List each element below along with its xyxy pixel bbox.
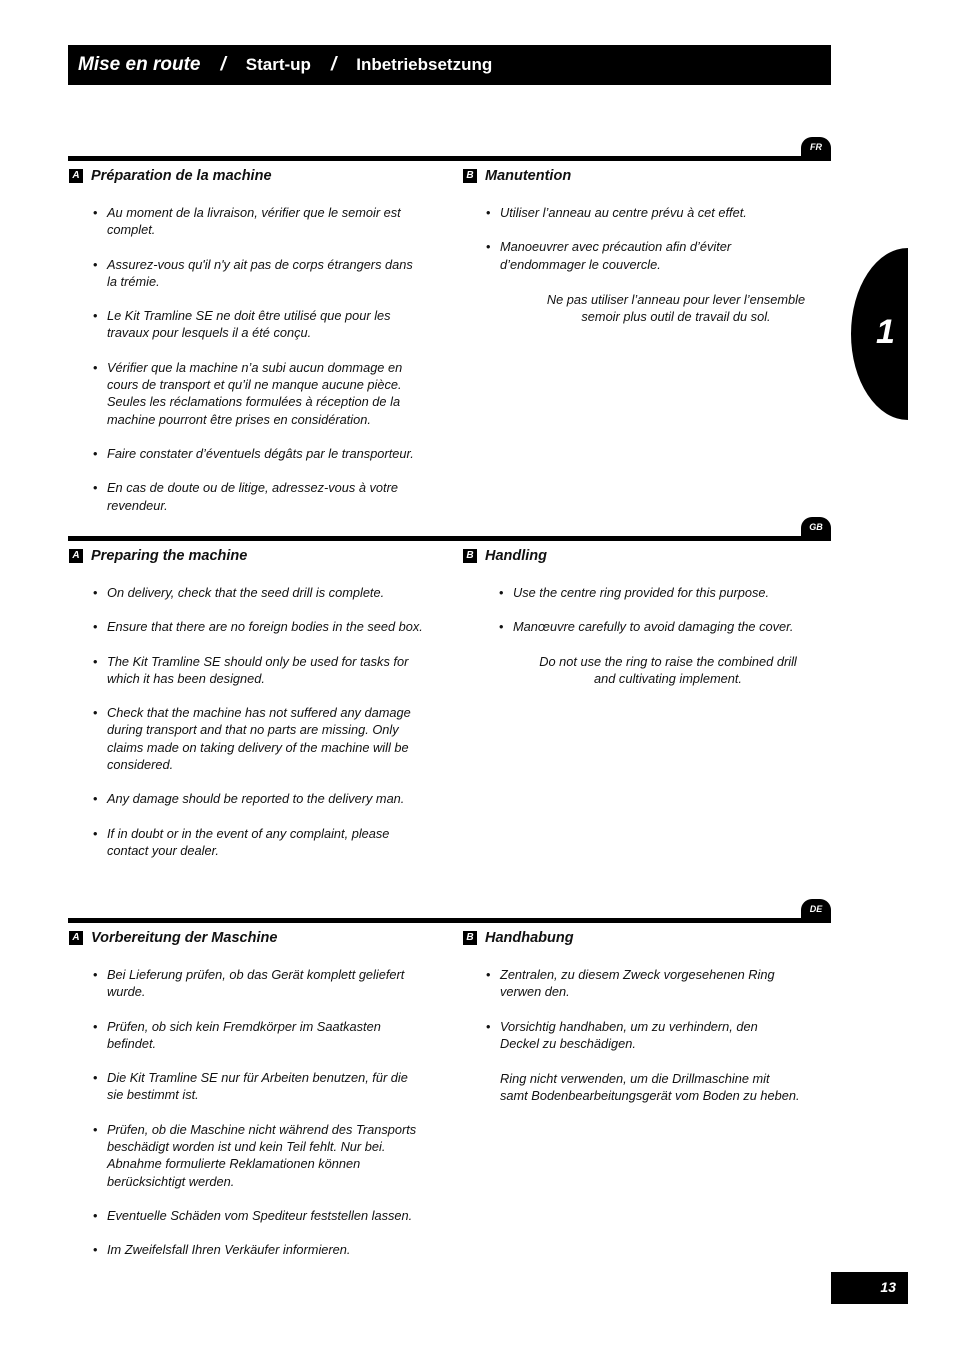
list-item: • Assurez-vous qu'il n'y ait pas de corps étrangers dans la trémie. bbox=[93, 256, 423, 291]
fr-b-note: Ne pas utiliser l’anneau pour lever l’ensemble semoir plus outil de travail du sol. bbox=[546, 292, 806, 325]
list-item: • Vérifier que la machine n’a subi aucun dommage en cours de transport et qu’il ne manque aucune pièce. Seules les réclamations formulées à réception de la machine pourront être prises en considération. bbox=[93, 359, 423, 428]
list-item: • On delivery, check that the seed drill is complete. bbox=[93, 584, 423, 601]
list-item: • Au moment de la livraison, vérifier que le semoir est complet. bbox=[93, 204, 423, 239]
gb-b-note: Do not use the ring to raise the combined drill and cultivating implement. bbox=[539, 654, 797, 687]
fr-a-list bbox=[93, 204, 423, 531]
list-item: • En cas de doute ou de litige, adressez-vous à votre revendeur. bbox=[93, 479, 423, 514]
section-a-label: A bbox=[69, 931, 83, 945]
section-b-title-fr: B Manutention bbox=[462, 168, 571, 184]
de-b-list bbox=[486, 966, 796, 1069]
section-a-title-de: A Vorbereitung der Maschine bbox=[68, 930, 277, 946]
list-item: • Use the centre ring provided for this purpose. bbox=[499, 584, 829, 601]
list-item: • Die Kit Tramline SE nur für Arbeiten benutzen, für die sie bestimmt ist. bbox=[93, 1069, 423, 1104]
section-b-title-de: B Handhabung bbox=[462, 930, 574, 946]
lang-badge-gb: GB bbox=[801, 517, 831, 539]
section-rule-de bbox=[68, 918, 831, 923]
gb-b-list bbox=[499, 584, 829, 653]
list-item: • Check that the machine has not suffered any damage during transport and that no parts are missing. Only claims made on taking delivery of the machine will be considered. bbox=[93, 704, 423, 773]
section-rule-fr bbox=[68, 156, 831, 161]
chapter-number: 1 bbox=[876, 313, 895, 351]
section-b-label: B bbox=[463, 169, 477, 183]
section-b-label: B bbox=[463, 549, 477, 563]
page-header bbox=[68, 45, 831, 85]
list-item: • Manœuvre carefully to avoid damaging the cover. bbox=[499, 618, 829, 635]
header-title-gb: Start-up bbox=[245, 55, 311, 74]
list-item: • Faire constater d’éventuels dégâts par le transporteur. bbox=[93, 445, 423, 462]
de-b-note: Ring nicht verwenden, um die Drillmaschine mit samt Bodenbearbeitungsgerät vom Boden zu heben. bbox=[500, 1071, 800, 1104]
list-item: • Utiliser l’anneau au centre prévu à cet effet. bbox=[486, 204, 776, 221]
header-separator: / bbox=[330, 54, 337, 75]
header-title-fr: Mise en route bbox=[78, 54, 201, 75]
list-item: • Ensure that there are no foreign bodies in the seed box. bbox=[93, 618, 423, 635]
list-item: • Zentralen, zu diesem Zweck vorgesehenen Ring verwen den. bbox=[486, 966, 796, 1001]
section-b-title-gb: B Handling bbox=[462, 548, 547, 564]
section-rule-gb bbox=[68, 536, 831, 541]
list-item: • Prüfen, ob sich kein Fremdkörper im Saatkasten befindet. bbox=[93, 1018, 423, 1053]
section-a-title-fr: A Préparation de la machine bbox=[68, 168, 272, 184]
list-item: • If in doubt or in the event of any complaint, please contact your dealer. bbox=[93, 825, 423, 860]
list-item: • The Kit Tramline SE should only be used for tasks for which it has been designed. bbox=[93, 653, 423, 688]
list-item: • Prüfen, ob die Maschine nicht während des Transports beschädigt worden ist und kein Teil fehlt. Nur bei. Abnahme formulierte Reklamationen können berücksichtigt werden. bbox=[93, 1121, 423, 1190]
page-number: 13 bbox=[831, 1272, 908, 1304]
de-a-list bbox=[93, 966, 423, 1276]
header-separator: / bbox=[220, 54, 226, 75]
lang-badge-de: DE bbox=[801, 899, 831, 921]
list-item: • Eventuelle Schäden vom Spediteur feststellen lassen. bbox=[93, 1207, 423, 1224]
section-a-label: A bbox=[69, 549, 83, 563]
list-item: • Manoeuvrer avec précaution afin d’éviter d’endommager le couvercle. bbox=[486, 238, 776, 273]
lang-badge-fr: FR bbox=[801, 137, 831, 159]
section-a-title-gb: A Preparing the machine bbox=[68, 548, 247, 564]
section-b-label: B bbox=[463, 931, 477, 945]
header-title-de: Inbetriebsetzung bbox=[356, 55, 493, 74]
list-item: • Vorsichtig handhaben, um zu verhindern, den Deckel zu beschädigen. bbox=[486, 1018, 796, 1053]
section-a-label: A bbox=[69, 169, 83, 183]
list-item: • Im Zweifelsfall Ihren Verkäufer informieren. bbox=[93, 1241, 423, 1258]
list-item: • Bei Lieferung prüfen, ob das Gerät komplett geliefert wurde. bbox=[93, 966, 423, 1001]
fr-b-list bbox=[486, 204, 776, 290]
gb-a-list bbox=[93, 584, 423, 876]
list-item: • Any damage should be reported to the delivery man. bbox=[93, 790, 423, 807]
list-item: • Le Kit Tramline SE ne doit être utilisé que pour les travaux pour lesquels il a été conçu. bbox=[93, 307, 423, 342]
